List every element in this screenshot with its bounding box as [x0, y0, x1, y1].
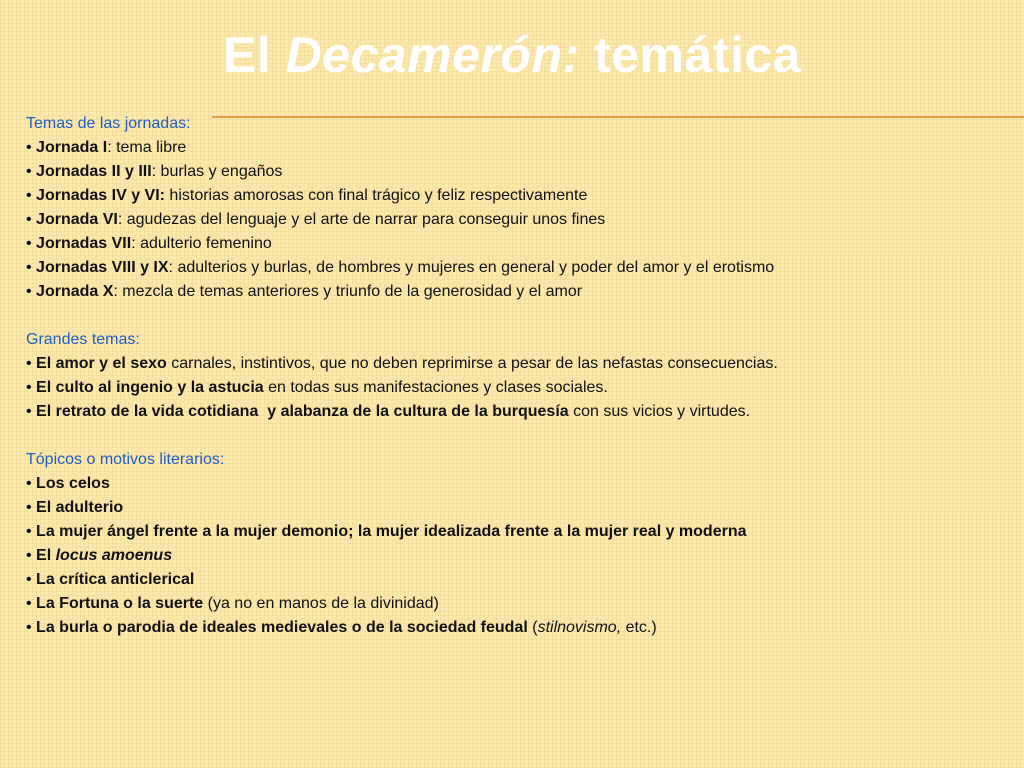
list-item: • Los celos	[26, 475, 110, 492]
title-part2: temática	[579, 27, 801, 83]
list-item: • Jornadas VIII y IX: adulterios y burlas, de hombres y mujeres en general y poder del amor y el erotismo	[26, 259, 775, 276]
list-item: • Jornadas VII: adulterio femenino	[26, 235, 272, 252]
section-heading-jornadas: Temas de las jornadas:	[26, 115, 191, 132]
list-item: • Jornadas IV y VI: historias amorosas con final trágico y feliz respectivamente	[26, 187, 588, 204]
list-item: • El adulterio	[26, 499, 124, 516]
list-item: • El locus amoenus	[26, 547, 173, 564]
section-heading-topicos: Tópicos o motivos literarios:	[26, 451, 225, 468]
section-heading-grandes-temas: Grandes temas:	[26, 331, 140, 348]
slide-title	[0, 24, 1024, 86]
slide-content	[26, 112, 1006, 640]
list-item: • Jornada VI: agudezas del lenguaje y el arte de narrar para conseguir unos fines	[26, 211, 606, 228]
list-item: • Jornada I: tema libre	[26, 139, 187, 156]
list-item: • El retrato de la vida cotidiana y alabanza de la cultura de la burquesía con sus vicios y virtudes.	[26, 403, 751, 420]
list-item: • La crítica anticlerical	[26, 571, 195, 588]
list-item: • La burla o parodia de ideales medievales o de la sociedad feudal (stilnovismo, etc.)	[26, 619, 657, 636]
list-item: • El amor y el sexo carnales, instintivos, que no deben reprimirse a pesar de las nefastas consecuencias.	[26, 355, 778, 372]
list-item: • La mujer ángel frente a la mujer demonio; la mujer idealizada frente a la mujer real y moderna	[26, 523, 747, 540]
title-part1: El	[223, 27, 286, 83]
list-item: • El culto al ingenio y la astucia en todas sus manifestaciones y clases sociales.	[26, 379, 608, 396]
list-item: • Jornadas II y III: burlas y engaños	[26, 163, 283, 180]
list-item: • La Fortuna o la suerte (ya no en manos de la divinidad)	[26, 595, 439, 612]
list-item: • Jornada X: mezcla de temas anteriores y triunfo de la generosidad y el amor	[26, 283, 583, 300]
title-italic: Decamerón:	[285, 27, 580, 83]
